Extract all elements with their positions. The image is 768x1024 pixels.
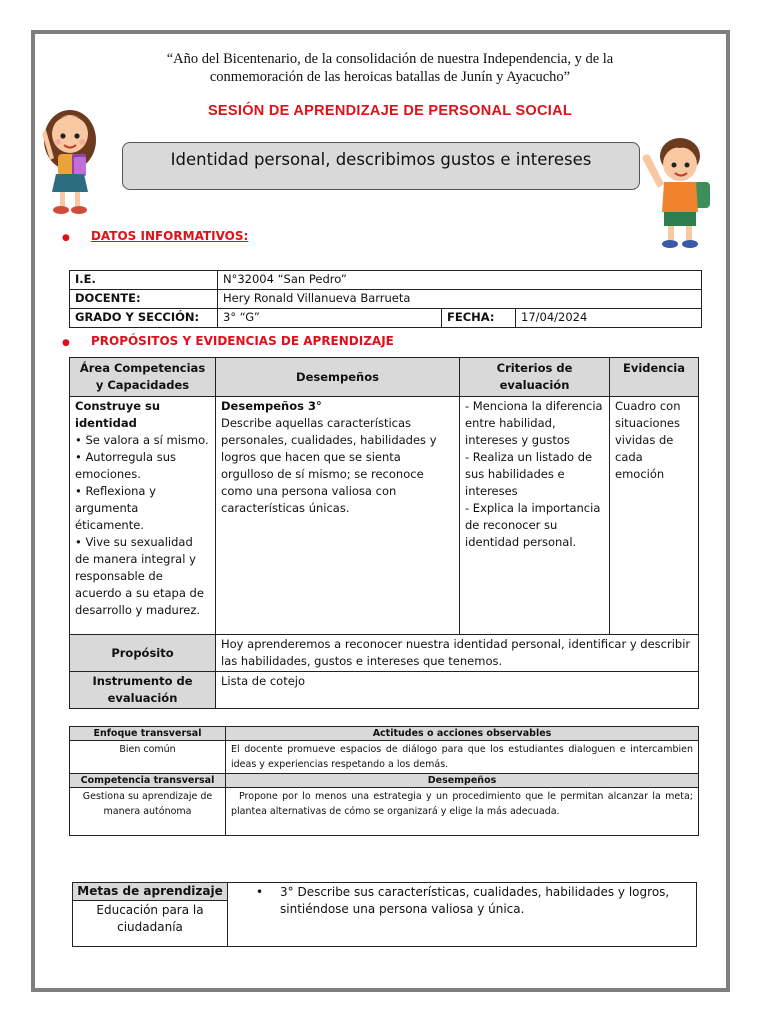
docente-value: Hery Ronald Villanueva Barrueta [218,290,702,309]
datos-heading [62,225,248,244]
list-item: • Autorregula sus emociones. [75,450,176,481]
info-table [69,270,702,328]
table-row [70,309,702,328]
list-item: - Menciona la diferencia entre habilidad, intereses y gustos [465,399,603,447]
list-item: • Vive su sexualidad de manera integral y responsable de acuerdo a su etapa de desarrollo y madurez. [75,535,204,617]
list-item: • Reflexiona y argumenta éticamente. [75,484,156,532]
instrumento-text: Lista de cotejo [216,672,699,709]
lesson-title-box [122,142,640,190]
competencia-value: Gestiona su aprendizaje de manera autónoma [70,788,226,836]
bullet-icon: ● [62,338,70,348]
table-row [70,788,699,836]
actitud-value: El docente promueve espacios de diálogo para que los estudiantes dialoguen e intercambien ideas y experiencias respetando a los demás. [226,741,699,774]
enfoque-table [69,726,699,836]
header-competencias: Área Competencias y Capacidades [70,358,216,397]
desempenos-title: Desempeños 3° [221,399,322,413]
table-row [70,397,699,635]
propositos-heading-label: PROPÓSITOS Y EVIDENCIAS DE APRENDIZAJE [90,334,394,348]
list-item: - Explica la importancia de reconocer su identidad personal. [465,501,601,549]
fecha-label: FECHA: [442,309,516,328]
grado-value: 3° “G” [218,309,442,328]
header-desempenos: Desempeños [216,358,460,397]
competencias-title: Construye su identidad [75,399,161,430]
proposito-label: Propósito [70,635,216,672]
header-evidencia: Evidencia [610,358,699,397]
docente-label: DOCENTE: [70,290,218,309]
bullet-icon: • [256,885,264,899]
table-row [70,741,699,774]
instrumento-label: Instrumento de evaluación [70,672,216,709]
session-title: SESIÓN DE APRENDIZAJE DE PERSONAL SOCIAL [207,103,573,119]
table-row [70,290,702,309]
year-motto: “Año del Bicentenario, de la consolidación de nuestra Independencia, y de la conmemoración de las heroicas batallas de Junín y Ayacucho” [166,51,614,85]
header-enfoque: Enfoque transversal [70,727,226,741]
fecha-value: 17/04/2024 [516,309,702,328]
table-row [70,672,699,709]
header-desempenos-transversal: Desempeños [226,774,699,788]
metas-cell [228,883,697,947]
header-actitudes: Actitudes o acciones observables [226,727,699,741]
header-criterios: Criterios de evaluación [460,358,610,397]
metas-table [72,882,697,947]
table-row [70,727,699,741]
ie-value: N°32004 “San Pedro” [218,271,702,290]
proposito-text: Hoy aprenderemos a reconocer nuestra identidad personal, identificar y describir las habilidades, gustos e intereses que tenemos. [216,635,699,672]
table-row [73,883,697,901]
metas-area: Educación para la ciudadanía [73,901,228,947]
desempenos-text: Describe aquellas características personales, cualidades, habilidades y logros que hacen que se sienta orgulloso de sí mismo; se reconoce como una persona valiosa con características únicas. [221,416,437,515]
desempeno-value: Propone por lo menos una estrategia y un procedimiento que le permitan alcanzar la meta; plantea alternativas de cómo se organizará y elige la más adecuada. [226,788,699,836]
grado-label: GRADO Y SECCIÓN: [70,309,218,328]
table-row [70,271,702,290]
list-item: - Realiza un listado de sus habilidades e intereses [465,450,593,498]
list-item: • Se valora a sí mismo. [75,433,209,447]
table-row [70,635,699,672]
table-row [70,358,699,397]
waving-boy-with-backpack-illustration [640,132,718,250]
criterios-cell [460,397,610,635]
table-row [70,774,699,788]
propositos-heading [62,330,394,349]
bullet-icon: ● [62,233,70,243]
girl-with-books-illustration [32,100,104,218]
datos-heading-label: DATOS INFORMATIVOS: [90,229,249,243]
metas-label: Metas de aprendizaje [73,883,228,901]
desempenos-cell [216,397,460,635]
evidencia-cell: Cuadro con situaciones vividas de cada emoción [610,397,699,635]
competencias-cell [70,397,216,635]
propositos-table [69,357,699,709]
header-competencia-transversal: Competencia transversal [70,774,226,788]
enfoque-value: Bien común [70,741,226,774]
ie-label: I.E. [70,271,218,290]
lesson-title: Identidad personal, describimos gustos e intereses [170,149,592,169]
meta-text: 3° Describe sus características, cualidades, habilidades y logros, sintiéndose una persona valiosa y única. [280,885,670,916]
